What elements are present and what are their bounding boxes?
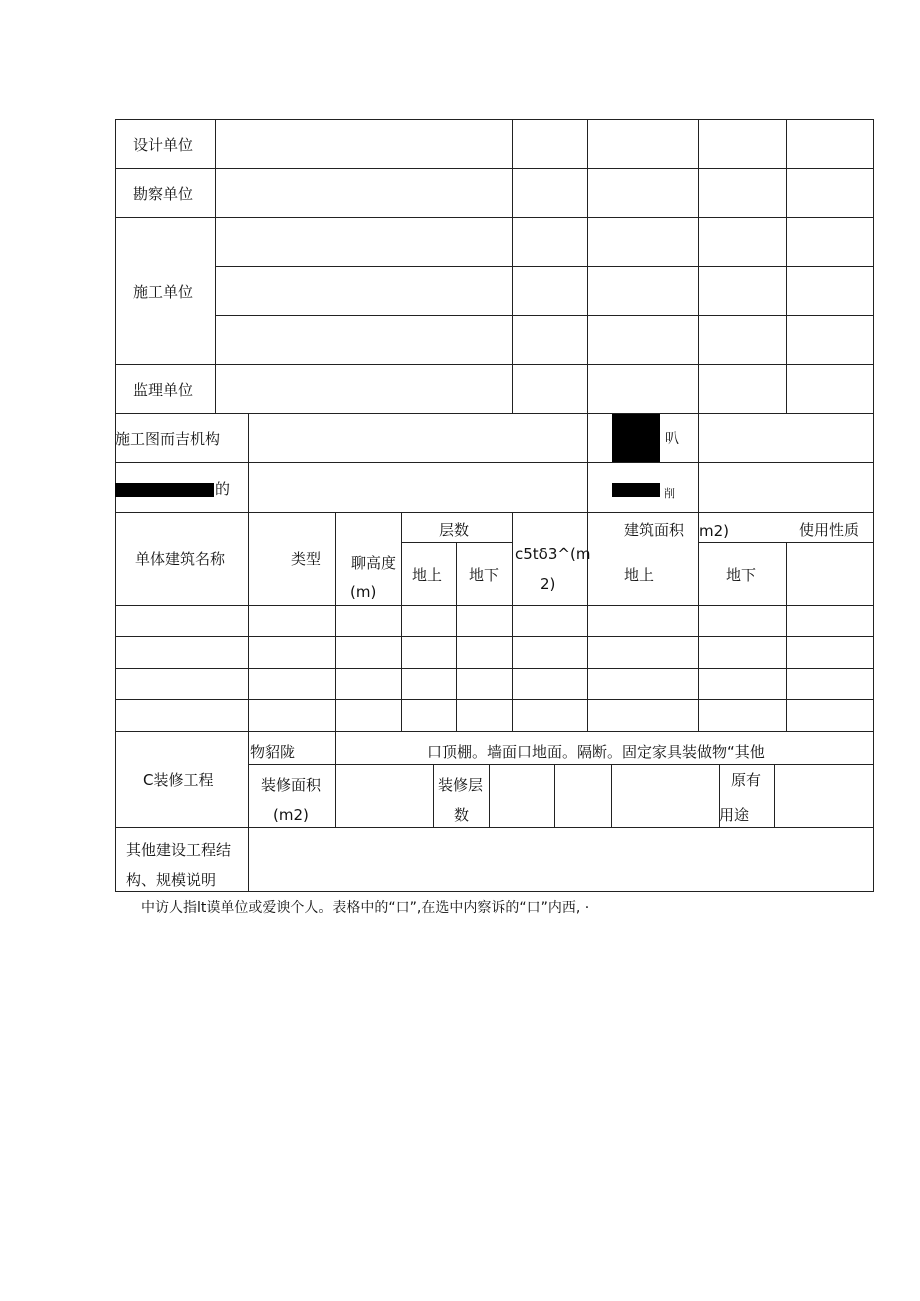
area-code-header: c5tδ3^(m [515, 545, 591, 563]
rule [215, 315, 874, 316]
project-info-form [115, 119, 874, 892]
rule [554, 764, 555, 827]
decoration-floors-label: 装修层 [438, 776, 484, 794]
survey-unit-label: 勘察单位 [133, 185, 194, 203]
rule [611, 764, 612, 827]
rule [115, 119, 874, 120]
decoration-floors-label-2: 数 [454, 806, 470, 824]
rule [115, 605, 874, 606]
rule [335, 731, 336, 827]
decoration-area-unit: (m2) [273, 806, 309, 824]
rule [401, 512, 402, 731]
redacted-block [115, 483, 214, 497]
rule [115, 462, 874, 463]
rule [115, 731, 874, 732]
rule [115, 891, 874, 892]
rule [248, 413, 249, 891]
supervision-unit-label: 监理单位 [133, 381, 194, 399]
rule [215, 266, 874, 267]
building-area-header: 建筑面积 [624, 521, 685, 539]
footnote: 中访人指lt谟单位或爱谀个人。表格中的“口”,在选中内察诉的“口”内西, · [141, 900, 590, 916]
rule [115, 119, 116, 892]
redacted-row-suffix: 的 [215, 480, 231, 498]
floors-above-header: 地上 [412, 566, 443, 584]
rule [587, 119, 588, 731]
height-header: 聊高度 [351, 554, 397, 572]
type-header: 类型 [291, 550, 322, 568]
rule [786, 542, 787, 731]
decoration-scope-label: 物貂陇 [250, 743, 296, 761]
original-use-label: 原有 [731, 771, 762, 789]
rule [698, 119, 699, 731]
other-description-label: 其他建设工程结 [126, 841, 232, 859]
rule [774, 764, 775, 827]
other-description-label-2: 构、规模说明 [126, 871, 217, 889]
rule [115, 699, 874, 700]
rule [115, 668, 874, 669]
floors-below-header: 地下 [469, 566, 500, 584]
rule [873, 119, 874, 892]
rule [115, 364, 874, 365]
rule [215, 119, 216, 413]
redacted-side-text: 削 [664, 487, 675, 500]
area-above-header: 地上 [624, 566, 655, 584]
height-unit: (m) [350, 583, 377, 601]
building-name-header: 单体建筑名称 [135, 550, 226, 568]
rule [489, 764, 490, 827]
rule [115, 168, 874, 169]
rule [115, 827, 874, 828]
design-unit-label: 设计单位 [133, 136, 194, 154]
rule [512, 119, 513, 413]
building-area-unit: m2) [699, 522, 730, 540]
rule [433, 764, 434, 827]
construction-unit-label: 施工单位 [133, 283, 194, 301]
redacted-block [612, 414, 660, 462]
rule [456, 542, 457, 731]
rule [115, 217, 874, 218]
redacted-side-text: 叭 [665, 431, 679, 447]
decoration-label: C装修工程 [143, 771, 214, 789]
usage-header: 使用性质 [799, 521, 860, 539]
rule [335, 512, 336, 731]
rule [512, 512, 513, 731]
decoration-options: 口顶棚。墙面口地面。隔断。固定家具装做物“其他 [427, 743, 765, 761]
area-below-header: 地下 [726, 566, 757, 584]
rule [115, 636, 874, 637]
original-use-label-2: 用途 [719, 806, 750, 824]
decoration-area-label: 装修面积 [261, 776, 322, 794]
rule [115, 413, 874, 414]
floors-header: 层数 [439, 521, 470, 539]
drawing-review-label: 施工图而吉机构 [115, 430, 221, 448]
rule [786, 119, 787, 413]
area-code-unit: 2) [540, 575, 556, 593]
redacted-block [612, 483, 660, 497]
rule [115, 512, 874, 513]
